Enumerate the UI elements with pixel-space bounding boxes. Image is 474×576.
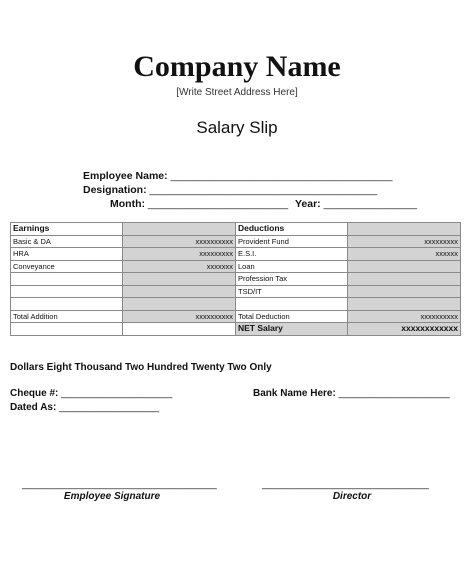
earning-label: [11, 273, 123, 286]
year-field[interactable]: ________________: [323, 198, 418, 210]
earning-amount: [123, 285, 236, 298]
month-year-row: [85, 198, 417, 211]
designation-label: Designation:: [83, 184, 147, 196]
earning-label: [11, 285, 123, 298]
earnings-amount-header: [123, 223, 236, 236]
deductions-header: Deductions: [236, 223, 348, 236]
dated-row: [10, 402, 159, 414]
deductions-amount-header: [348, 223, 461, 236]
table-row: [11, 298, 461, 311]
deduction-amount: xxxxxx: [348, 248, 461, 261]
cheque-label: Cheque #:: [10, 388, 59, 399]
employee-name-field[interactable]: ______________________________________: [170, 170, 393, 182]
earning-label: Basic & DA: [11, 235, 123, 248]
earning-amount: [123, 298, 236, 311]
net-empty-1: [11, 323, 123, 336]
earning-amount: xxxxxxxxxx: [123, 235, 236, 248]
net-salary-row: [11, 323, 461, 336]
total-addition-amount: xxxxxxxxxx: [123, 310, 236, 323]
deduction-label: Loan: [236, 260, 348, 273]
total-addition-label: Total Addition: [11, 310, 123, 323]
table-header-row: [11, 223, 461, 236]
earning-label: [11, 298, 123, 311]
deduction-label: Profession Tax: [236, 273, 348, 286]
earning-amount: xxxxxxx: [123, 260, 236, 273]
table-row: [11, 285, 461, 298]
document-title: Salary Slip: [196, 118, 278, 137]
bank-field[interactable]: ____________________: [338, 388, 450, 399]
employee-name-label: Employee Name:: [83, 170, 168, 182]
table-row: [11, 273, 461, 286]
table-row: [11, 248, 461, 261]
cheque-row: [10, 388, 172, 400]
designation-row: [83, 184, 377, 197]
total-deduction-amount: xxxxxxxxxx: [348, 310, 461, 323]
deduction-label: E.S.I.: [236, 248, 348, 261]
director-signature-label: Director: [332, 491, 372, 502]
table-row: [11, 235, 461, 248]
earning-amount: [123, 273, 236, 286]
company-address: [Write Street Address Here]: [176, 87, 298, 98]
net-salary-label: NET Salary: [236, 323, 348, 336]
dated-field[interactable]: __________________: [59, 402, 160, 413]
dated-label: Dated As:: [10, 402, 57, 413]
cheque-field[interactable]: ____________________: [61, 388, 173, 399]
net-salary-amount: xxxxxxxxxxxx: [348, 323, 461, 336]
earnings-header: Earnings: [11, 223, 123, 236]
earning-amount: xxxxxxxxx: [123, 248, 236, 261]
net-empty-2: [123, 323, 236, 336]
deduction-amount: xxxxxxxxx: [348, 235, 461, 248]
designation-field[interactable]: _______________________________________: [149, 184, 378, 196]
earning-label: Conveyance: [11, 260, 123, 273]
total-deduction-label: Total Deduction: [236, 310, 348, 323]
deduction-label: TSD/IT: [236, 285, 348, 298]
company-name: Company Name: [133, 50, 341, 83]
year-label: Year:: [294, 198, 321, 210]
deduction-amount: [348, 273, 461, 286]
table-row: [11, 260, 461, 273]
director-signature-line[interactable]: ______________________________: [262, 479, 429, 490]
bank-label: Bank Name Here:: [253, 388, 336, 399]
employee-signature-line[interactable]: ___________________________________: [22, 479, 217, 490]
employee-name-row: [83, 170, 392, 183]
salary-table: [10, 222, 461, 336]
totals-row: [11, 310, 461, 323]
amount-in-words: Dollars Eight Thousand Two Hundred Twenty Two Only: [10, 362, 272, 373]
deduction-label: Provident Fund: [236, 235, 348, 248]
deduction-amount: [348, 298, 461, 311]
earning-label: HRA: [11, 248, 123, 261]
deduction-amount: [348, 285, 461, 298]
deduction-label: [236, 298, 348, 311]
month-label: Month:: [110, 198, 145, 210]
deduction-amount: [348, 260, 461, 273]
employee-signature-label: Employee Signature: [63, 491, 161, 502]
bank-row: [253, 388, 450, 400]
month-field[interactable]: ________________________: [147, 198, 289, 210]
